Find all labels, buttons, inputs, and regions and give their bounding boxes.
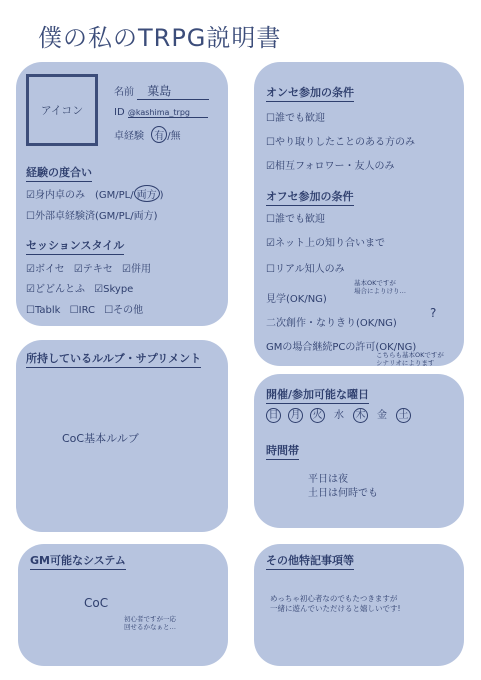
degree-heading: 経験の度合い bbox=[26, 164, 92, 182]
experience-label: 卓経験 bbox=[114, 131, 144, 142]
experience-no: 無 bbox=[170, 131, 181, 142]
day-fri: 金 bbox=[377, 410, 387, 421]
online-heading: オンセ参加の条件 bbox=[266, 84, 354, 102]
style-item: ☐その他 bbox=[104, 305, 144, 316]
icon-label: アイコン bbox=[40, 104, 84, 117]
id-label: ID bbox=[114, 107, 125, 118]
style-item: ☐IRC bbox=[69, 305, 96, 316]
day-wed: 水 bbox=[334, 410, 344, 421]
rulebooks-panel bbox=[16, 340, 228, 532]
offline-item: ☐誰でも歓迎 bbox=[266, 214, 325, 225]
day-sun: 日 bbox=[266, 408, 281, 423]
day-tue: 火 bbox=[310, 408, 325, 423]
rulebooks-heading: 所持しているルルブ・サプリメント bbox=[26, 350, 201, 368]
gm-pc-row: GMの場合継続PCの許可(OK/NG) bbox=[266, 342, 417, 353]
experience-row: 卓経験 有 /無 bbox=[114, 126, 181, 143]
time-weekday: 平日は夜 bbox=[308, 474, 348, 485]
page-title: 僕の私のTRPG説明書 bbox=[38, 24, 282, 52]
offline-item: ☑ネット上の知り合いまで bbox=[266, 238, 385, 249]
offline-item: ☐リアル知人のみ bbox=[266, 264, 345, 275]
style-item: ☑テキセ bbox=[73, 264, 113, 275]
id-row bbox=[114, 107, 208, 118]
gm-pc-note: こちらも基本OKですが シナリオによります bbox=[376, 351, 444, 367]
schedule-panel bbox=[254, 374, 464, 528]
name-row bbox=[114, 82, 209, 100]
icon-placeholder bbox=[26, 74, 98, 146]
style-row-1 bbox=[26, 260, 151, 275]
gm-note: 初心者ですが一応 回せるかなぁと… bbox=[124, 615, 176, 631]
gm-systems-heading: GM可能なシステム bbox=[30, 552, 126, 570]
online-item: ☐やり取りしたことのある方のみ bbox=[266, 137, 415, 148]
day-mon: 月 bbox=[288, 408, 303, 423]
style-item: ☑どどんとふ bbox=[26, 284, 85, 295]
fanart-row: 二次創作・なりきり(OK/NG) bbox=[266, 318, 397, 329]
conditions-panel bbox=[254, 62, 464, 366]
name-label: 名前 bbox=[114, 87, 134, 98]
watch-row: 見学(OK/NG) bbox=[266, 294, 327, 305]
style-row-2 bbox=[26, 280, 133, 295]
style-row-3 bbox=[26, 301, 143, 316]
time-weekend: 土日は何時でも bbox=[308, 488, 378, 499]
profile-panel bbox=[16, 62, 228, 326]
style-item: ☑併用 bbox=[122, 264, 151, 275]
online-item: ☐誰でも歓迎 bbox=[266, 113, 325, 124]
degree-item-1: ☑身内卓のみ (GM/PL/ 両方 ) bbox=[26, 185, 164, 202]
online-item: ☑相互フォロワー・友人のみ bbox=[266, 161, 395, 172]
style-item: ☐Tablk bbox=[26, 305, 61, 316]
days-heading: 開催/参加可能な曜日 bbox=[266, 386, 369, 404]
id-value: @kashima_trpg bbox=[128, 108, 208, 118]
day-thu: 木 bbox=[353, 408, 368, 423]
days-row bbox=[266, 408, 418, 423]
gm-system-item: CoC bbox=[84, 596, 109, 610]
style-item: ☑Skype bbox=[94, 284, 134, 295]
time-heading: 時間帯 bbox=[266, 442, 299, 460]
style-item: ☑ボイセ bbox=[26, 264, 65, 275]
style-heading: セッションスタイル bbox=[26, 237, 124, 255]
notes-text: めっちゃ初心者なのでもたつきますが 一緒に遊んでいただけると嬉しいです! bbox=[270, 594, 401, 613]
offline-heading: オフセ参加の条件 bbox=[266, 188, 354, 206]
name-value: 菓島 bbox=[137, 82, 209, 100]
notes-heading: その他特記事項等 bbox=[266, 552, 354, 570]
fanart-question-mark: ? bbox=[430, 306, 437, 320]
degree-item-2: ☐外部卓経験済(GM/PL/両方) bbox=[26, 211, 158, 222]
degree-selected: 両方 bbox=[134, 185, 160, 202]
notes-panel bbox=[254, 544, 464, 666]
gm-systems-panel bbox=[18, 544, 228, 666]
watch-note: 基本OKですが 場合によりけり… bbox=[354, 279, 406, 295]
experience-yes: 有 bbox=[151, 126, 167, 143]
rulebook-item: CoC基本ルルブ bbox=[62, 432, 139, 445]
day-sat: 土 bbox=[396, 408, 411, 423]
